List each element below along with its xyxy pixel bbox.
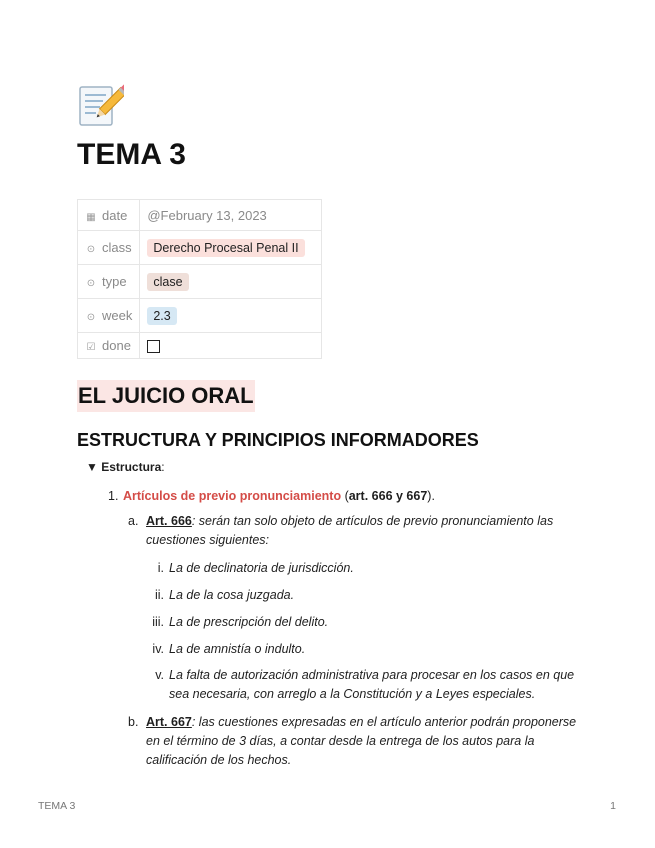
toggle-estructura[interactable]: ▼ Estructura:: [86, 460, 165, 474]
roman-item-ii: ii. La de la cosa juzgada.: [154, 588, 295, 602]
property-row-done: [78, 333, 322, 359]
highlight-text: Artículos de previo pronunciamiento: [123, 489, 342, 503]
property-row-type: [78, 265, 322, 299]
property-name: class: [102, 240, 132, 255]
list-item-a: [128, 512, 586, 550]
calendar-icon: ▦: [86, 211, 96, 223]
heading-juicio-oral: EL JUICIO ORAL: [77, 380, 255, 412]
roman-item-iv: iv. La de amnistía o indulto.: [152, 642, 306, 656]
select-icon: ⊙: [86, 278, 96, 289]
property-row-date: [78, 200, 322, 231]
property-name: type: [102, 274, 127, 289]
footer-title: TEMA 3: [38, 800, 76, 812]
checkbox-icon: ☑: [86, 342, 96, 353]
heading-estructura-principios: ESTRUCTURA Y PRINCIPIOS INFORMADORES: [77, 430, 479, 450]
toggle-arrow-icon[interactable]: ▼: [86, 460, 98, 474]
property-name: week: [102, 308, 133, 323]
page-number: 1: [610, 800, 616, 812]
date-value[interactable]: @February 13, 2023: [140, 200, 322, 231]
article-666-link: Art. 666: [146, 514, 192, 528]
select-icon: ⊙: [86, 244, 96, 255]
article-666-text: : serán tan solo objeto de artículos de previo pronunciamiento las cuestiones siguientes:: [146, 514, 554, 547]
article-667-link: Art. 667: [146, 715, 192, 729]
property-name: date: [102, 207, 128, 223]
property-name: done: [102, 338, 131, 353]
page-title: TEMA 3: [77, 138, 186, 171]
week-tag[interactable]: 2.3: [147, 307, 176, 325]
list-number: 1.: [108, 489, 119, 503]
memo-pencil-icon: [78, 84, 124, 128]
list-marker: a.: [128, 514, 139, 528]
roman-item-i: i. La de declinatoria de jurisdicción.: [157, 561, 354, 575]
class-tag[interactable]: Derecho Procesal Penal II: [147, 239, 304, 257]
roman-item-v: v. La falta de autorización administrativa para procesar en los casos en que sea necesaria, con arreglo a la Constitución y a Leyes especiales.: [155, 668, 575, 701]
roman-item-iii: iii. La de prescripción del delito.: [152, 615, 329, 629]
list-item-1: 1. Artículos de previo pronunciamiento (art. 666 y 667).: [108, 489, 435, 503]
type-tag[interactable]: clase: [147, 273, 188, 291]
list-item-b: [128, 713, 586, 770]
article-667-text: : las cuestiones expresadas en el artículo anterior podrán proponerse en el término de 3 días, a contar desde la entrega de los autos para la calificación de los hechos.: [146, 715, 577, 767]
select-icon: ⊙: [86, 312, 96, 323]
article-reference: art. 666 y 667: [348, 489, 428, 503]
toggle-label: Estructura: [101, 460, 162, 474]
property-row-class: [78, 231, 322, 265]
done-checkbox[interactable]: [147, 340, 160, 353]
properties-table: [77, 199, 322, 359]
list-marker: b.: [128, 715, 139, 729]
property-row-week: [78, 299, 322, 333]
